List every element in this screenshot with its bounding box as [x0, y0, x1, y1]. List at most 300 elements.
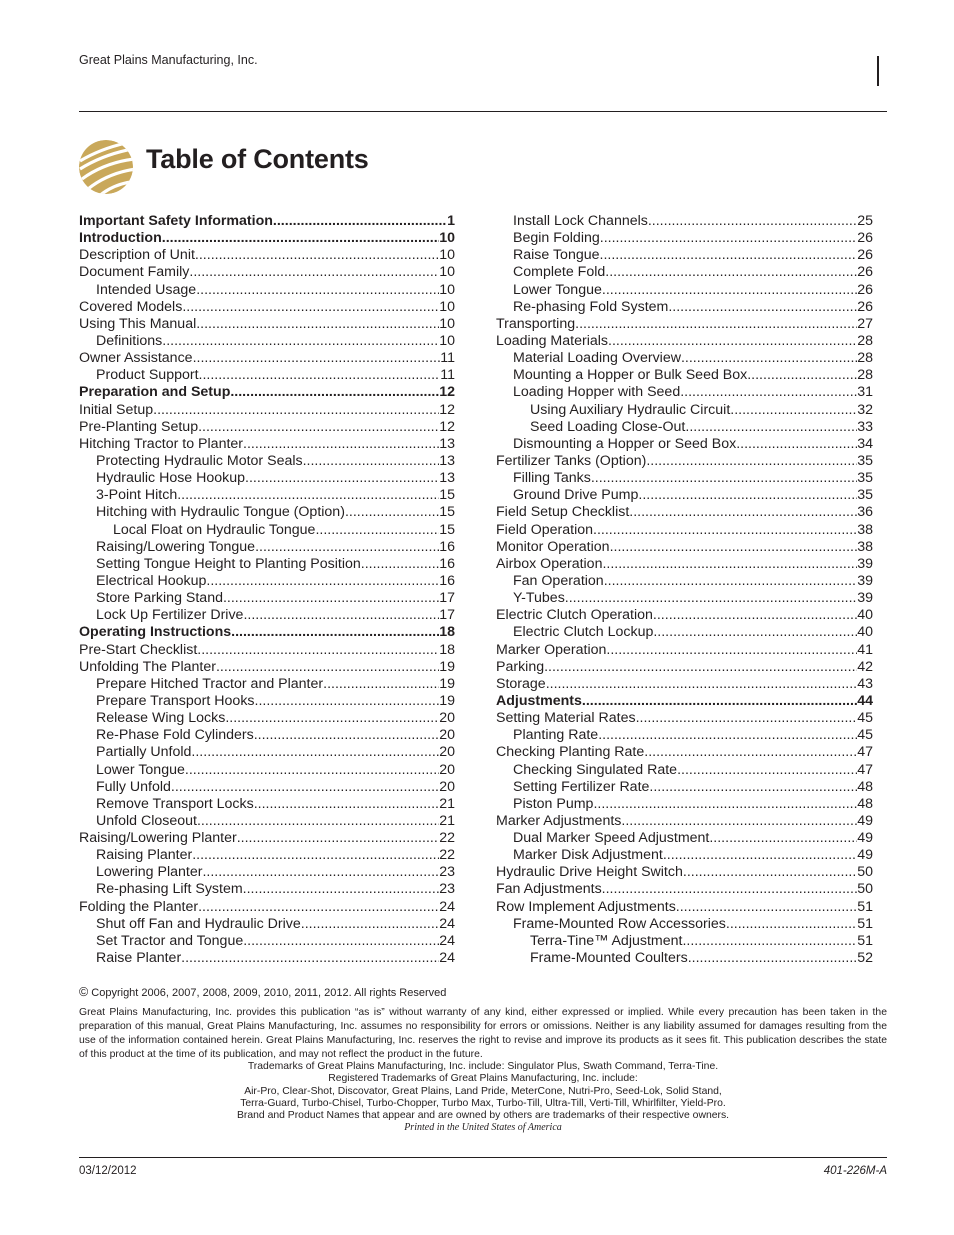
toc-entry[interactable]	[496, 864, 873, 881]
toc-entry-title: Loading Materials	[496, 332, 608, 349]
toc-entry[interactable]	[496, 762, 873, 779]
toc-entry-page: 18	[439, 641, 455, 658]
toc-entry-title: Pre-Planting Setup	[79, 418, 199, 435]
toc-entry-title: Using This Manual	[79, 315, 197, 332]
toc-entry-page: 51	[857, 915, 873, 932]
toc-leader-dots	[198, 899, 439, 916]
toc-entry[interactable]	[79, 762, 455, 779]
toc-entry-page: 19	[439, 675, 455, 692]
registered-trademarks-line-1: Air-Pro, Clear-Shot, Discovator, Great Plains, Land Pride, MeterCone, Nutri-Pro, Seed-Lok, Solid Stand,	[244, 1085, 722, 1097]
toc-entry-title: Important Safety Information	[79, 213, 273, 229]
toc-entry-title: Lower Tongue	[513, 281, 602, 298]
toc-leader-dots	[677, 762, 857, 779]
toc-entry-page: 19	[439, 658, 455, 675]
toc-entry-page: 34	[857, 435, 873, 452]
toc-entry-title: Checking Singulated Rate	[513, 761, 678, 778]
toc-entry-page: 15	[439, 504, 455, 521]
toc-entry-page: 15	[439, 521, 455, 538]
toc-leader-dots	[653, 624, 857, 641]
header-margin-mark	[877, 56, 879, 86]
toc-leader-dots	[682, 933, 857, 950]
toc-entry-page: 23	[439, 864, 455, 881]
toc-entry-title: Hydraulic Drive Height Switch	[496, 864, 683, 881]
toc-entry-title: Prepare Transport Hooks	[96, 692, 255, 709]
toc-entry-page: 10	[439, 298, 455, 315]
toc-leader-dots	[182, 299, 439, 316]
toc-leader-dots	[610, 539, 858, 556]
toc-entry[interactable]	[79, 213, 455, 230]
toc-entry-title: Prepare Hitched Tractor and Planter	[96, 675, 324, 692]
toc-entry-page: 26	[857, 247, 873, 264]
toc-entry-title: Covered Models	[79, 298, 183, 315]
toc-leader-dots	[565, 590, 857, 607]
toc-entry-page: 28	[857, 367, 873, 384]
toc-entry[interactable]	[79, 916, 455, 933]
toc-entry-page: 31	[857, 384, 873, 401]
toc-leader-dots	[602, 282, 857, 299]
toc-entry[interactable]	[79, 419, 455, 436]
toc-entry[interactable]	[496, 453, 873, 470]
toc-entry-title: Raising/Lowering Planter	[79, 830, 237, 847]
toc-entry[interactable]	[79, 556, 455, 573]
toc-entry-title: Setting Tongue Height to Planting Position	[96, 555, 361, 572]
toc-entry[interactable]	[496, 624, 873, 641]
toc-entry[interactable]	[496, 504, 873, 521]
toc-entry[interactable]	[79, 402, 455, 419]
toc-entry-title: Fully Unfold	[96, 778, 171, 795]
toc-entry-page: 33	[857, 418, 873, 435]
toc-entry[interactable]	[79, 487, 455, 504]
toc-leader-dots	[636, 710, 858, 727]
toc-leader-dots	[254, 727, 440, 744]
toc-leader-dots	[153, 402, 439, 419]
toc-entry-page: 28	[857, 350, 873, 367]
toc-leader-dots	[747, 367, 857, 384]
toc-entry-title: Unfold Closeout	[96, 812, 197, 829]
toc-entry-title: Marker Adjustments	[496, 812, 622, 829]
toc-entry[interactable]	[496, 710, 873, 727]
toc-entry-page: 10	[439, 230, 455, 247]
toc-entry-title: Install Lock Channels	[513, 213, 648, 229]
toc-entry-page: 50	[857, 881, 873, 898]
toc-entry-page: 40	[857, 607, 873, 624]
toc-entry-page: 39	[857, 555, 873, 572]
toc-entry-page: 27	[857, 315, 873, 332]
toc-entry-title: Electric Clutch Lockup	[513, 624, 654, 641]
toc-entry-title: Set Tractor and Tongue	[96, 932, 244, 949]
toc-leader-dots	[649, 779, 857, 796]
toc-entry[interactable]	[496, 350, 873, 367]
toc-entry[interactable]	[79, 247, 455, 264]
toc-entry-page: 10	[439, 247, 455, 264]
toc-entry[interactable]	[79, 779, 455, 796]
toc-leader-dots	[676, 899, 857, 916]
toc-entry[interactable]	[496, 830, 873, 847]
toc-entry-title: Setting Fertilizer Rate	[513, 778, 650, 795]
toc-entry-title: Marker Operation	[496, 641, 607, 658]
toc-entry-title: Hitching Tractor to Planter	[79, 435, 244, 452]
copyright-symbol: ©	[79, 985, 89, 999]
disclaimer-paragraph: Great Plains Manufacturing, Inc. provides this publication “as is” without warranty of any kind, either expressed or implied. While every precaution has been taken in the preparation of this manual, Great Plains Manufacturing, Inc. assumes no responsibility for errors or omissions. Neither is any liability assumed for damages resulting from the use of the information contained herein. Great Plains Manufacturing, Inc. reserves the right to revise and improve its products as it sees fit. This publication describes the state of this product at the time of its publication, and may not reflect the product in the future.	[79, 1007, 887, 1060]
toc-entry-title: Mounting a Hopper or Bulk Seed Box	[513, 367, 748, 384]
toc-leader-dots	[243, 881, 440, 898]
toc-entry-title: Electric Clutch Operation	[496, 607, 653, 624]
toc-entry[interactable]	[496, 402, 873, 419]
toc-leader-dots	[255, 693, 440, 710]
toc-entry-page: 39	[857, 572, 873, 589]
toc-entry[interactable]	[79, 590, 455, 607]
toc-entry-title: Fertilizer Tanks (Option)	[496, 452, 647, 469]
toc-entry-page: 20	[439, 761, 455, 778]
toc-entry[interactable]	[496, 916, 873, 933]
toc-leader-dots	[216, 659, 439, 676]
toc-entry-title: Electrical Hookup	[96, 572, 207, 589]
toc-leader-dots	[605, 264, 857, 281]
toc-leader-dots	[206, 573, 439, 590]
toc-leader-dots	[195, 247, 439, 264]
toc-leader-dots	[192, 847, 439, 864]
toc-leader-dots	[177, 487, 439, 504]
toc-entry[interactable]	[496, 436, 873, 453]
toc-right-column	[496, 213, 873, 967]
toc-entry-title: Raising/Lowering Tongue	[96, 538, 256, 555]
toc-entry[interactable]	[79, 282, 455, 299]
toc-leader-dots	[162, 230, 439, 247]
toc-leader-dots	[245, 470, 439, 487]
toc-leader-dots	[196, 282, 439, 299]
copyright-text: Copyright 2006, 2007, 2008, 2009, 2010, 2011, 2012. All rights Reserved	[91, 987, 447, 999]
toc-entry-title: Seed Loading Close-Out	[530, 418, 686, 435]
toc-entry[interactable]	[79, 333, 455, 350]
toc-entry-page: 11	[440, 350, 455, 367]
toc-entry[interactable]	[79, 316, 455, 333]
toc-leader-dots	[202, 864, 439, 881]
toc-entry[interactable]	[496, 642, 873, 659]
toc-entry-title: Shut off Fan and Hydraulic Drive	[96, 915, 301, 932]
toc-leader-dots	[600, 247, 858, 264]
toc-leader-dots	[726, 916, 857, 933]
toc-entry[interactable]	[79, 727, 455, 744]
toc-leader-dots	[223, 590, 439, 607]
toc-entry-page: 24	[439, 898, 455, 915]
toc-entry-title: Airbox Operation	[496, 555, 603, 572]
toc-entry-page: 13	[439, 452, 455, 469]
toc-entry[interactable]	[496, 282, 873, 299]
toc-leader-dots	[602, 556, 857, 573]
footer-date: 03/12/2012	[79, 1165, 137, 1177]
toc-entry-page: 26	[857, 298, 873, 315]
toc-entry-page: 22	[439, 830, 455, 847]
toc-entry[interactable]	[496, 316, 873, 333]
toc-entry-page: 21	[439, 795, 455, 812]
toc-entry-title: Raise Tongue	[513, 247, 600, 264]
toc-leader-dots	[591, 470, 857, 487]
toc-leader-dots	[646, 453, 857, 470]
toc-entry[interactable]	[496, 264, 873, 281]
toc-entry-page: 17	[439, 590, 455, 607]
toc-entry[interactable]	[79, 933, 455, 950]
toc-entry[interactable]	[496, 933, 873, 950]
toc-entry-title: Material Loading Overview	[513, 350, 681, 367]
toc-entry-page: 18	[439, 624, 455, 641]
toc-entry-title: Lock Up Fertilizer Drive	[96, 607, 244, 624]
toc-leader-dots	[345, 504, 439, 521]
toc-entry[interactable]	[496, 796, 873, 813]
toc-entry[interactable]	[79, 864, 455, 881]
toc-entry-page: 16	[439, 572, 455, 589]
toc-entry[interactable]	[496, 881, 873, 898]
toc-leader-dots	[736, 436, 857, 453]
toc-entry[interactable]	[79, 813, 455, 830]
toc-entry[interactable]	[496, 367, 873, 384]
toc-entry[interactable]	[496, 247, 873, 264]
toc-entry[interactable]	[79, 744, 455, 761]
toc-entry[interactable]	[496, 744, 873, 761]
toc-leader-dots	[197, 813, 439, 830]
toc-entry-title: Release Wing Locks	[96, 710, 226, 727]
toc-entry-title: Lower Tongue	[96, 761, 185, 778]
toc-entry-title: Owner Assistance	[79, 350, 193, 367]
toc-leader-dots	[185, 762, 439, 779]
toc-leader-dots	[604, 573, 858, 590]
toc-entry-title: Preparation and Setup	[79, 384, 231, 401]
toc-leader-dots	[606, 642, 857, 659]
toc-entry[interactable]	[79, 693, 455, 710]
toc-entry-page: 23	[439, 881, 455, 898]
toc-entry-title: Intended Usage	[96, 281, 197, 298]
toc-entry[interactable]	[79, 676, 455, 693]
toc-entry[interactable]	[496, 384, 873, 401]
toc-entry-title: Raise Planter	[96, 950, 182, 967]
toc-entry-title: Loading Hopper with Seed	[513, 384, 681, 401]
toc-entry-title: Hydraulic Hose Hookup	[96, 470, 246, 487]
registered-trademarks-line-2: Terra-Guard, Turbo-Chisel, Turbo-Chopper, Turbo Max, Turbo-Till, Ultra-Till, Verti-Till, Whirlfilter, Yield-Pro.	[240, 1097, 726, 1109]
toc-entry[interactable]	[496, 299, 873, 316]
trademark-block	[79, 1061, 887, 1135]
toc-entry-title: Initial Setup	[79, 401, 154, 418]
toc-entry[interactable]	[79, 230, 455, 247]
toc-leader-dots	[621, 813, 857, 830]
toc-entry-page: 20	[439, 778, 455, 795]
toc-leader-dots	[199, 367, 441, 384]
toc-leader-dots	[593, 522, 857, 539]
toc-entry[interactable]	[79, 950, 455, 967]
footer-part-number: 401-226M-A	[823, 1165, 887, 1177]
toc-leader-dots	[198, 419, 439, 436]
toc-entry-page: 47	[857, 744, 873, 761]
toc-entry[interactable]	[496, 522, 873, 539]
toc-entry-title: Re-phasing Lift System	[96, 881, 243, 898]
toc-leader-dots	[196, 316, 439, 333]
toc-entry[interactable]	[79, 607, 455, 624]
toc-leader-dots	[638, 487, 857, 504]
toc-leader-dots	[254, 796, 440, 813]
toc-entry-title: Re-Phase Fold Cylinders	[96, 727, 254, 744]
toc-leader-dots	[602, 881, 858, 898]
toc-entry-page: 51	[857, 932, 873, 949]
toc-entry[interactable]	[496, 727, 873, 744]
toc-leader-dots	[598, 727, 857, 744]
toc-entry-title: Document Family	[79, 264, 190, 281]
toc-entry[interactable]	[496, 333, 873, 350]
toc-entry[interactable]	[496, 676, 873, 693]
toc-entry[interactable]	[496, 590, 873, 607]
toc-entry-page: 22	[439, 847, 455, 864]
toc-entry[interactable]	[79, 899, 455, 916]
toc-entry[interactable]	[79, 470, 455, 487]
toc-entry-title: Pre-Start Checklist	[79, 641, 198, 658]
toc-leader-dots	[225, 710, 439, 727]
toc-entry[interactable]	[496, 659, 873, 676]
toc-entry-page: 10	[439, 281, 455, 298]
toc-entry-title: Frame-Mounted Coulters	[530, 950, 688, 967]
toc-entry-page: 35	[857, 452, 873, 469]
toc-leader-dots	[171, 779, 439, 796]
toc-entry-title: Adjustments	[496, 692, 582, 709]
toc-entry-title: Using Auxiliary Hydraulic Circuit	[530, 401, 731, 418]
toc-leader-dots	[582, 693, 857, 710]
toc-entry[interactable]	[496, 573, 873, 590]
toc-entry-title: Dual Marker Speed Adjustment	[513, 830, 710, 847]
toc-leader-dots	[303, 453, 440, 470]
toc-entry[interactable]	[79, 796, 455, 813]
toc-entry[interactable]	[496, 847, 873, 864]
printed-in-usa: Printed in the United States of America	[404, 1122, 562, 1134]
toc-entry[interactable]	[496, 693, 873, 710]
toc-entry-title: Raising Planter	[96, 847, 193, 864]
toc-entry-title: Re-phasing Fold System	[513, 298, 669, 315]
toc-entry[interactable]	[79, 573, 455, 590]
toc-entry-page: 15	[439, 487, 455, 504]
toc-leader-dots	[231, 624, 439, 641]
header-company-name: Great Plains Manufacturing, Inc.	[79, 53, 258, 67]
toc-leader-dots	[273, 213, 447, 230]
toc-entry-page: 51	[857, 898, 873, 915]
toc-entry-page: 49	[857, 847, 873, 864]
toc-entry-page: 41	[857, 641, 873, 658]
toc-entry[interactable]	[496, 556, 873, 573]
toc-entry[interactable]	[496, 779, 873, 796]
toc-entry-page: 1	[447, 213, 455, 229]
toc-entry-page: 38	[857, 538, 873, 555]
toc-entry-title: Piston Pump	[513, 795, 594, 812]
toc-entry-page: 19	[439, 692, 455, 709]
toc-entry[interactable]	[79, 384, 455, 401]
toc-entry-page: 25	[857, 213, 873, 229]
toc-entry[interactable]	[79, 299, 455, 316]
toc-entry-page: 11	[440, 367, 455, 384]
toc-entry[interactable]	[79, 350, 455, 367]
toc-entry[interactable]	[79, 522, 455, 539]
toc-entry[interactable]	[79, 830, 455, 847]
toc-entry-title: Complete Fold	[513, 264, 606, 281]
page-title: Table of Contents	[146, 144, 369, 174]
toc-entry-title: Dismounting a Hopper or Seed Box	[513, 435, 737, 452]
toc-entry-page: 26	[857, 264, 873, 281]
toc-leader-dots	[361, 556, 439, 573]
toc-entry[interactable]	[496, 470, 873, 487]
toc-entry[interactable]	[79, 624, 455, 641]
toc-entry-title: Fan Operation	[513, 572, 604, 589]
toc-entry-title: Local Float on Hydraulic Tongue	[113, 521, 316, 538]
toc-entry-title: Description of Unit	[79, 247, 195, 264]
toc-entry-page: 50	[857, 864, 873, 881]
toc-leader-dots	[688, 950, 858, 967]
toc-entry[interactable]	[79, 539, 455, 556]
toc-leader-dots	[600, 230, 857, 247]
toc-entry-title: Lowering Planter	[96, 864, 203, 881]
toc-entry[interactable]	[496, 487, 873, 504]
toc-entry-page: 42	[857, 658, 873, 675]
toc-entry[interactable]	[496, 539, 873, 556]
toc-entry-title: Product Support	[96, 367, 199, 384]
toc-leader-dots	[663, 847, 857, 864]
toc-leader-dots	[629, 504, 857, 521]
toc-entry[interactable]	[79, 881, 455, 898]
toc-entry-page: 49	[857, 830, 873, 847]
toc-entry[interactable]	[79, 710, 455, 727]
toc-entry-page: 48	[857, 778, 873, 795]
toc-entry-title: Fan Adjustments	[496, 881, 602, 898]
toc-entry[interactable]	[79, 436, 455, 453]
toc-leader-dots	[315, 522, 439, 539]
toc-entry[interactable]	[79, 659, 455, 676]
toc-leader-dots	[683, 864, 857, 881]
toc-entry[interactable]	[496, 213, 873, 230]
toc-left-column	[79, 213, 455, 967]
trademarks-line: Trademarks of Great Plains Manufacturing, Inc. include: Singulator Plus, Swath Command, Terra-Tine.	[247, 1061, 719, 1072]
toc-entry[interactable]	[496, 419, 873, 436]
toc-entry[interactable]	[79, 367, 455, 384]
toc-entry[interactable]	[79, 504, 455, 521]
toc-entry[interactable]	[79, 453, 455, 470]
toc-entry[interactable]	[496, 230, 873, 247]
toc-entry-page: 12	[439, 401, 455, 418]
toc-entry-title: Planting Rate	[513, 727, 599, 744]
toc-entry[interactable]	[496, 813, 873, 830]
toc-leader-dots	[193, 350, 441, 367]
toc-leader-dots	[255, 539, 439, 556]
toc-entry-title: Store Parking Stand	[96, 590, 223, 607]
toc-entry[interactable]	[79, 264, 455, 281]
toc-leader-dots	[593, 796, 857, 813]
toc-entry-title: Filling Tanks	[513, 470, 591, 487]
toc-entry[interactable]	[79, 642, 455, 659]
toc-entry-title: Ground Drive Pump	[513, 487, 639, 504]
toc-entry[interactable]	[496, 950, 873, 967]
toc-entry-page: 10	[439, 332, 455, 349]
toc-entry-page: 35	[857, 470, 873, 487]
toc-leader-dots	[680, 384, 857, 401]
toc-leader-dots	[243, 607, 439, 624]
toc-entry-page: 21	[439, 812, 455, 829]
toc-entry-title: 3-Point Hitch	[96, 487, 178, 504]
toc-entry-title: Parking	[496, 658, 545, 675]
toc-entry-page: 36	[857, 504, 873, 521]
toc-leader-dots	[668, 299, 857, 316]
toc-entry[interactable]	[79, 847, 455, 864]
toc-entry-title: Storage	[496, 675, 546, 692]
toc-leader-dots	[243, 436, 439, 453]
toc-entry[interactable]	[496, 899, 873, 916]
toc-leader-dots	[162, 333, 439, 350]
toc-entry-title: Setting Material Rates	[496, 710, 636, 727]
header-divider	[79, 111, 887, 112]
toc-entry-title: Operating Instructions	[79, 624, 232, 641]
toc-entry[interactable]	[496, 607, 873, 624]
toc-entry-title: Y-Tubes	[513, 590, 565, 607]
toc-entry-page: 26	[857, 230, 873, 247]
